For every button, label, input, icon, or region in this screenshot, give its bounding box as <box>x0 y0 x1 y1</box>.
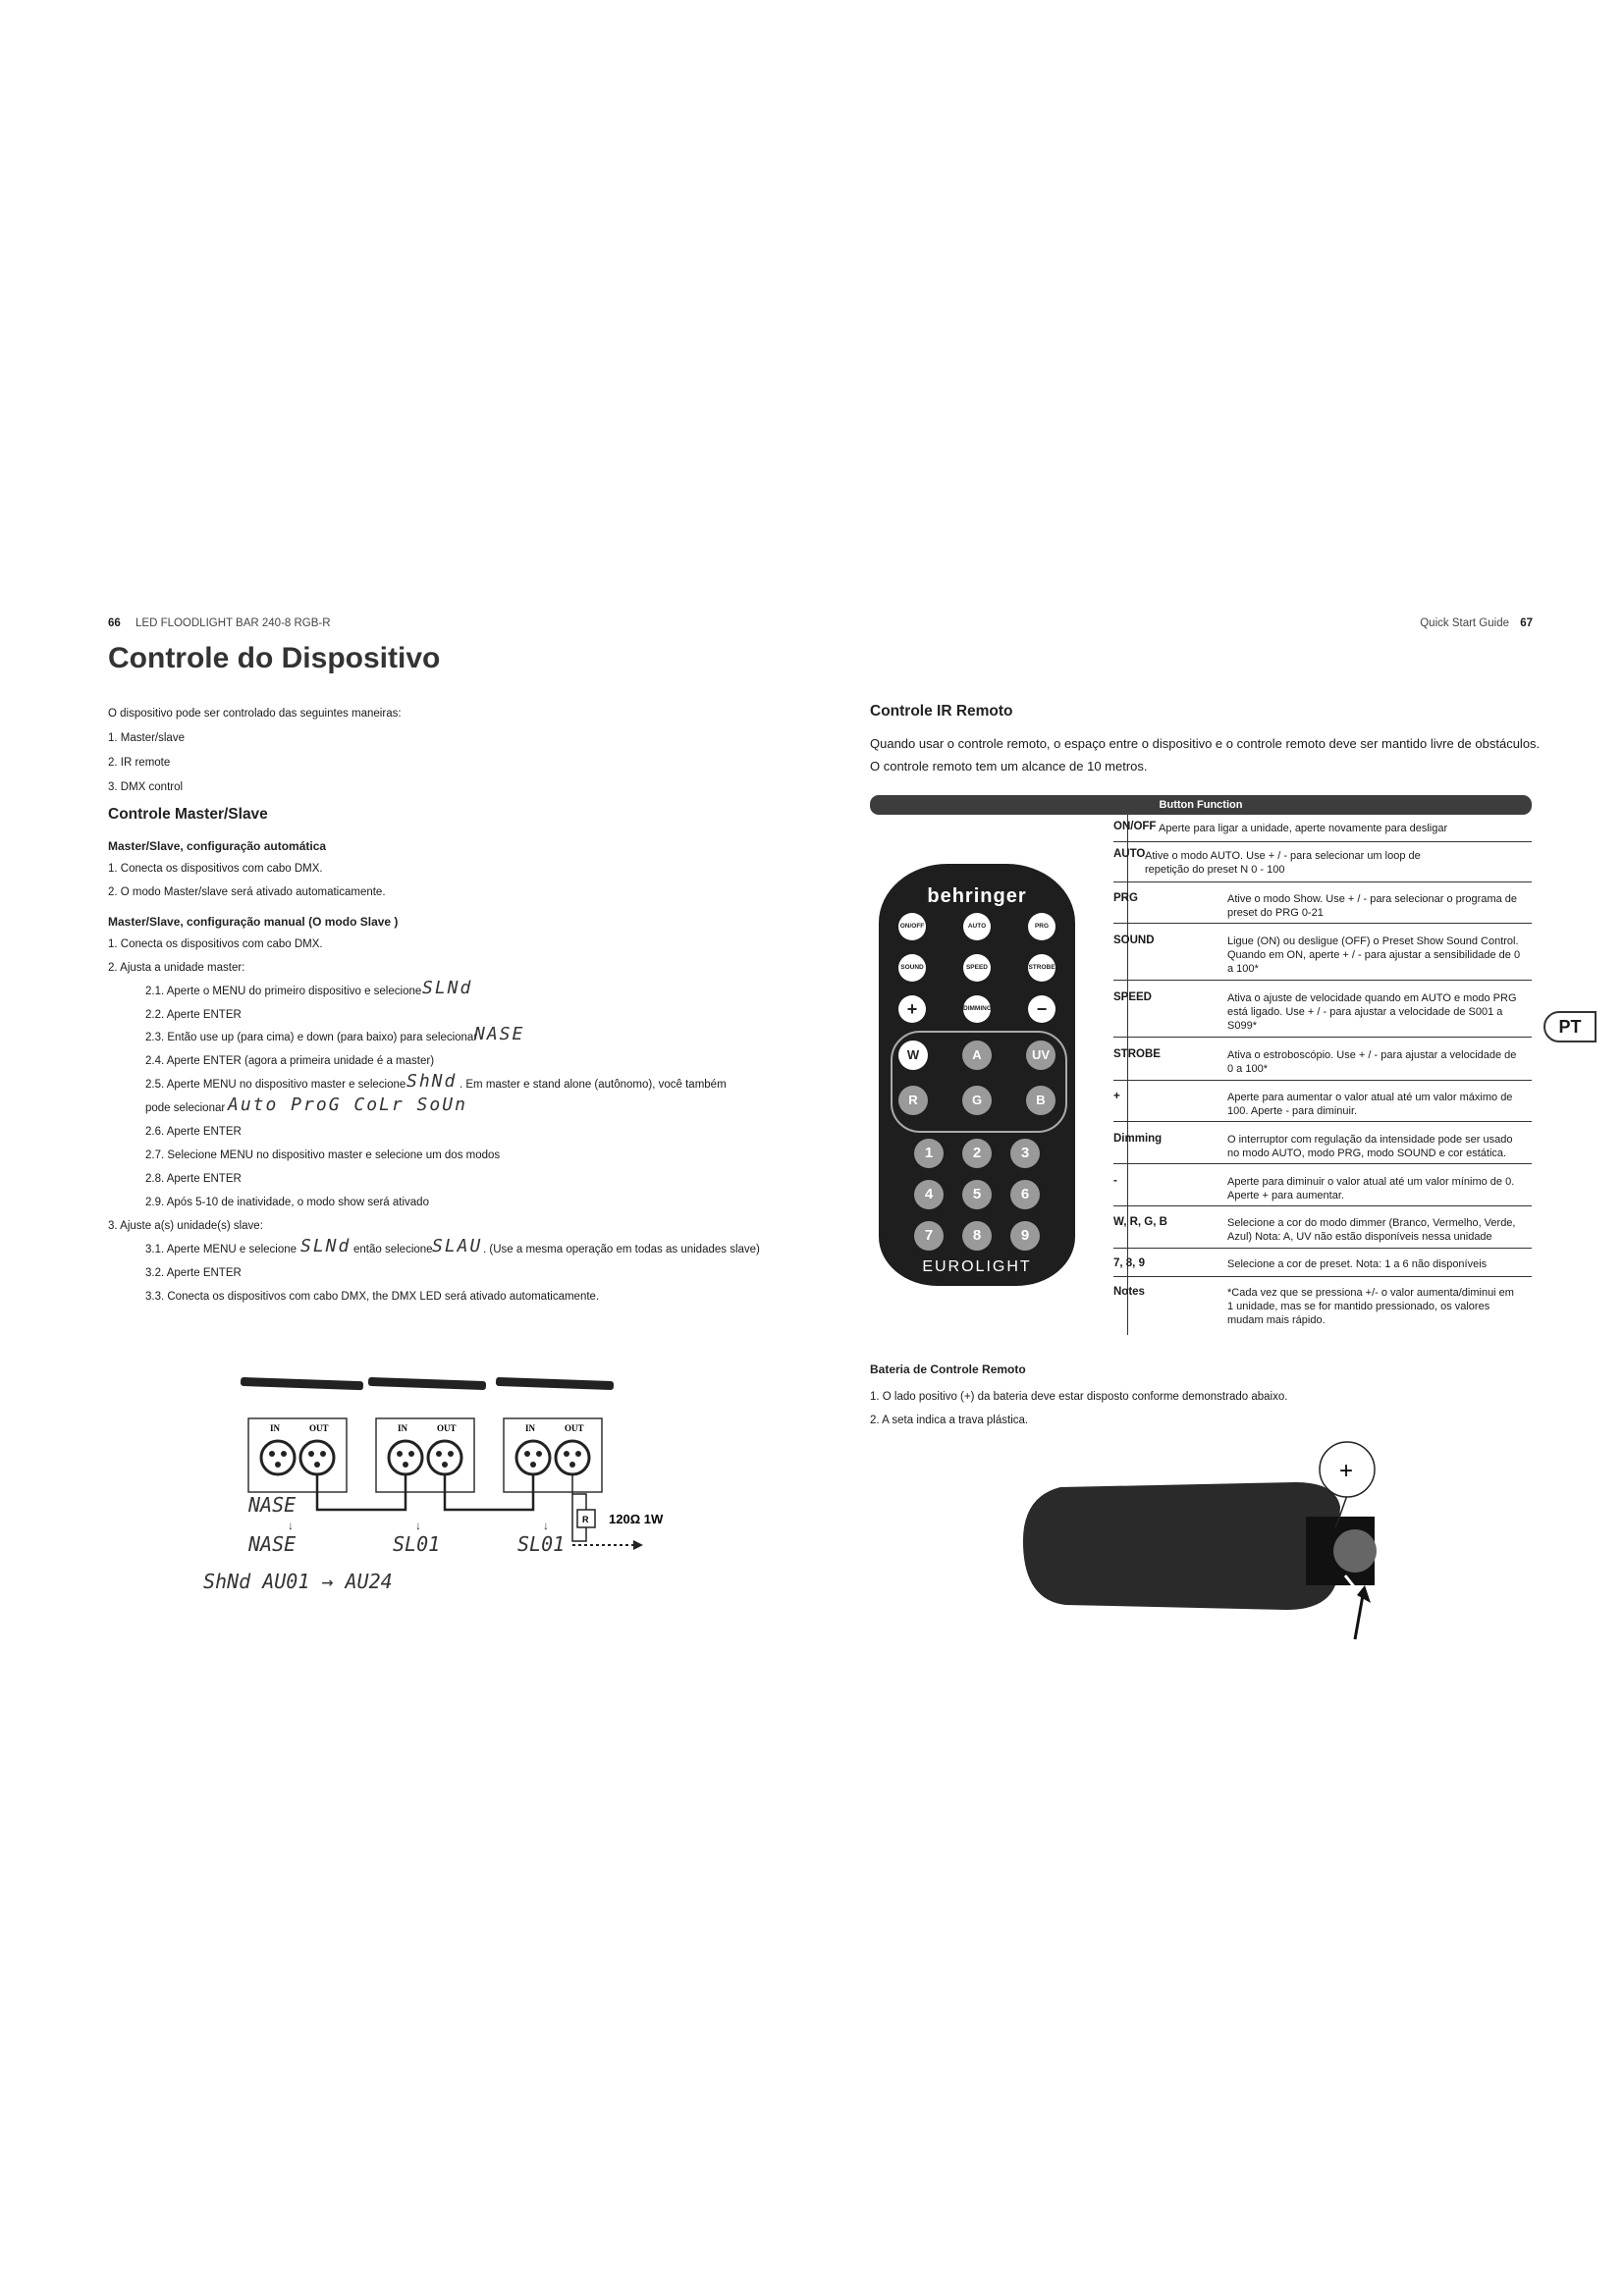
remote-control-image <box>879 864 1075 1286</box>
step-3: 3. Ajuste a(s) unidade(s) slave: <box>108 1220 263 1232</box>
substep-2-4: 2.4. Aperte ENTER (agora a primeira unidade é a master) <box>145 1055 435 1067</box>
table-key: - <box>1113 1175 1117 1187</box>
substep-2-5-cont: pode selecionar <box>145 1102 226 1114</box>
battery-step: 1. O lado positivo (+) da bateria deve estar disposto conforme demonstrado abaixo. <box>870 1391 1288 1403</box>
table-desc: Selecione a cor de preset. Nota: 1 a 6 não disponíveis <box>1227 1258 1488 1270</box>
right-header-title: Quick Start Guide <box>1420 617 1509 629</box>
latch-arrow-icon <box>1355 1595 1363 1639</box>
out-label: OUT <box>437 1423 457 1433</box>
language-badge: PT <box>1543 1011 1597 1042</box>
out-label: OUT <box>309 1423 329 1433</box>
lcd-display: NASE <box>474 1024 525 1044</box>
in-label: IN <box>398 1423 408 1433</box>
speed-button[interactable]: SPEED <box>963 954 991 982</box>
red-button[interactable]: R <box>898 1086 928 1115</box>
table-key: Dimming <box>1113 1133 1163 1145</box>
manual-config-heading: Master/Slave, configuração manual (O modo Slave ) <box>108 915 399 929</box>
table-desc: Aperte para diminuir o valor atual até um valor mínimo de 0. Aperte + para aumentar. <box>1227 1176 1515 1201</box>
arrow-down-icon: ↓ <box>415 1519 421 1532</box>
substep-2-2: 2.2. Aperte ENTER <box>145 1009 242 1021</box>
manual-step: 2. Ajusta a unidade master: <box>108 962 245 974</box>
remote-back-shape <box>1023 1482 1340 1610</box>
substep-3-2: 3.2. Aperte ENTER <box>145 1267 242 1279</box>
intro-text: O dispositivo pode ser controlado das seguintes maneiras: <box>108 708 402 720</box>
lcd-display: SLNd <box>422 978 473 998</box>
substep-3-3: 3.3. Conecta os dispositivos com cabo DMX, the DMX LED será ativado automaticamente. <box>145 1291 600 1303</box>
left-page-number: 66 <box>108 617 121 629</box>
xlr-connector-icon <box>261 1441 589 1474</box>
plus-callout-label: + <box>1339 1458 1354 1484</box>
battery-icon <box>1333 1529 1377 1573</box>
table-key: STROBE <box>1113 1048 1161 1060</box>
terminator-label: 120Ω 1W <box>609 1512 664 1526</box>
table-header: Button Function <box>870 795 1532 815</box>
substep-3-1-cont: então selecione <box>353 1244 433 1255</box>
table-desc: Ligue (ON) ou desligue (OFF) o Preset Show Sound Control. Quando em ON, aperte + / - para ajustar a sensibilidade de 0 a 100* <box>1227 935 1521 975</box>
blue-button[interactable]: B <box>1026 1086 1056 1115</box>
substep-2-1: 2.1. Aperte o MENU do primeiro dispositivo e selecione <box>145 986 422 997</box>
remote-brand-logo: behringer <box>927 885 1027 907</box>
table-desc: Selecione a cor do modo dimmer (Branco, Vermelho, Verde, Azul) Nota: A, UV não estão disponíveis nessa unidade <box>1227 1217 1516 1243</box>
lcd-display: Auto ProG CoLr SoUn <box>228 1095 467 1115</box>
resistor-label: R <box>582 1515 589 1524</box>
substep-2-7: 2.7. Selecione MENU no dispositivo master e selecione um dos modos <box>145 1149 501 1161</box>
lcd-display: NASE <box>248 1532 297 1556</box>
table-key: PRG <box>1113 892 1138 904</box>
remote-footer-logo: EUROLIGHT <box>922 1258 1032 1275</box>
minus-button[interactable]: − <box>1028 995 1056 1023</box>
mode-item: 2. IR remote <box>108 757 171 769</box>
number-button[interactable]: 8 <box>962 1221 992 1251</box>
substep-3-1-cont: . (Use a mesma operação em todas as unidades slave) <box>483 1244 760 1255</box>
white-button[interactable]: W <box>898 1041 928 1070</box>
on-off-button[interactable]: ON/OFF <box>898 913 926 940</box>
substep-2-5-cont: . Em master e stand alone (autônomo), você também <box>460 1079 727 1091</box>
uv-button[interactable]: UV <box>1026 1041 1056 1070</box>
lcd-display: SLAU <box>432 1236 483 1256</box>
lcd-display: SL01 <box>393 1532 441 1556</box>
table-desc: Aperte para aumentar o valor atual até um valor máximo de 100. Aperte - para diminuir. <box>1227 1092 1513 1117</box>
in-label: IN <box>270 1423 281 1433</box>
page-title: Controle do Dispositivo <box>108 642 441 674</box>
dmx-wiring-diagram <box>201 1325 673 1600</box>
number-button[interactable]: 4 <box>914 1180 944 1209</box>
left-page-header <box>108 617 331 629</box>
number-button[interactable]: 2 <box>962 1139 992 1168</box>
table-desc: Ativa o estroboscópio. Use + / - para ajustar a velocidade de 0 a 100* <box>1227 1049 1517 1075</box>
number-button[interactable]: 5 <box>962 1180 992 1209</box>
left-header-title: LED FLOODLIGHT BAR 240-8 RGB-R <box>135 617 331 629</box>
table-key: W, R, G, B <box>1113 1216 1167 1228</box>
lcd-display: ShNd <box>406 1071 458 1092</box>
arrow-right-icon <box>633 1540 643 1550</box>
light-bar-icon <box>241 1377 614 1390</box>
table-desc: *Cada vez que se pressiona +/- o valor aumenta/diminui em 1 unidade, mas se for mantido pressionado, os valores mudam mais rápido. <box>1227 1287 1514 1326</box>
lcd-display: ShNd AU01 → AU24 <box>203 1570 393 1593</box>
battery-insertion-image <box>1011 1438 1404 1644</box>
dimming-button[interactable]: DIMMING <box>963 995 991 1023</box>
auto-config-heading: Master/Slave, configuração automática <box>108 839 327 853</box>
table-desc: Ativa o ajuste de velocidade quando em AUTO e modo PRG está ligado. Use + / - para ajustar a velocidade de S001 a S099* <box>1227 992 1517 1032</box>
auto-step: 1. Conecta os dispositivos com cabo DMX. <box>108 863 323 875</box>
prg-button[interactable]: PRG <box>1028 913 1056 940</box>
table-key: AUTO <box>1113 848 1146 860</box>
substep-2-6: 2.6. Aperte ENTER <box>145 1126 242 1138</box>
table-key: + <box>1113 1091 1120 1102</box>
ir-paragraph: O controle remoto tem um alcance de 10 metros. <box>870 759 1148 774</box>
substep-2-9: 2.9. Após 5-10 de inatividade, o modo show será ativado <box>145 1197 429 1208</box>
number-button[interactable]: 3 <box>1010 1139 1040 1168</box>
manual-step: 1. Conecta os dispositivos com cabo DMX. <box>108 938 323 950</box>
table-key: SOUND <box>1113 934 1155 946</box>
table-desc: Ative o modo AUTO. Use + / - para selecionar um loop de repetição do preset N 0 - 100 <box>1145 850 1421 876</box>
mode-item: 1. Master/slave <box>108 732 185 744</box>
lcd-display: SLNd <box>300 1236 352 1256</box>
arrow-down-icon: ↓ <box>288 1519 294 1532</box>
strobe-button[interactable]: STROBE <box>1028 954 1056 982</box>
substep-3-1: 3.1. Aperte MENU e selecione <box>145 1244 298 1255</box>
table-key: 7, 8, 9 <box>1113 1257 1145 1269</box>
number-button[interactable]: 1 <box>914 1139 944 1168</box>
substep-2-3: 2.3. Então use up (para cima) e down (para baixo) para selecionar <box>145 1032 478 1043</box>
mode-item: 3. DMX control <box>108 781 184 793</box>
amber-button[interactable]: A <box>962 1041 992 1070</box>
sound-button[interactable]: SOUND <box>898 954 926 982</box>
number-button[interactable]: 7 <box>914 1221 944 1251</box>
ir-remote-heading: Controle IR Remoto <box>870 703 1013 720</box>
substep-2-5: 2.5. Aperte MENU no dispositivo master e selecione <box>145 1079 406 1091</box>
auto-button[interactable]: AUTO <box>963 913 991 940</box>
number-button[interactable]: 9 <box>1010 1221 1040 1251</box>
plus-button[interactable]: + <box>898 995 926 1023</box>
ir-paragraph: Quando usar o controle remoto, o espaço entre o dispositivo e o controle remoto deve ser mantido livre de obstáculos. <box>870 736 1541 751</box>
table-desc: O interruptor com regulação da intensidade pode ser usado no modo AUTO, modo PRG, modo SOUND e cor estática. <box>1227 1134 1513 1159</box>
table-desc: Ative o modo Show. Use + / - para selecionar o programa de preset do PRG 0-21 <box>1227 893 1518 919</box>
table-key: Notes <box>1113 1286 1145 1298</box>
right-page-number: 67 <box>1520 617 1533 629</box>
battery-step: 2. A seta indica a trava plástica. <box>870 1415 1029 1426</box>
lcd-display: NASE <box>248 1493 297 1517</box>
battery-heading: Bateria de Controle Remoto <box>870 1362 1026 1376</box>
right-page-header <box>1420 617 1533 629</box>
lcd-display: SL01 <box>517 1532 566 1556</box>
table-key: ON/OFF <box>1113 821 1157 832</box>
master-slave-heading: Controle Master/Slave <box>108 806 268 823</box>
auto-step: 2. O modo Master/slave será ativado automaticamente. <box>108 886 386 898</box>
arrow-down-icon: ↓ <box>543 1519 549 1532</box>
green-button[interactable]: G <box>962 1086 992 1115</box>
in-label: IN <box>525 1423 536 1433</box>
table-key: SPEED <box>1113 991 1152 1003</box>
substep-2-8: 2.8. Aperte ENTER <box>145 1173 242 1185</box>
out-label: OUT <box>565 1423 584 1433</box>
number-button[interactable]: 6 <box>1010 1180 1040 1209</box>
table-desc: Aperte para ligar a unidade, aperte novamente para desligar <box>1159 823 1448 834</box>
